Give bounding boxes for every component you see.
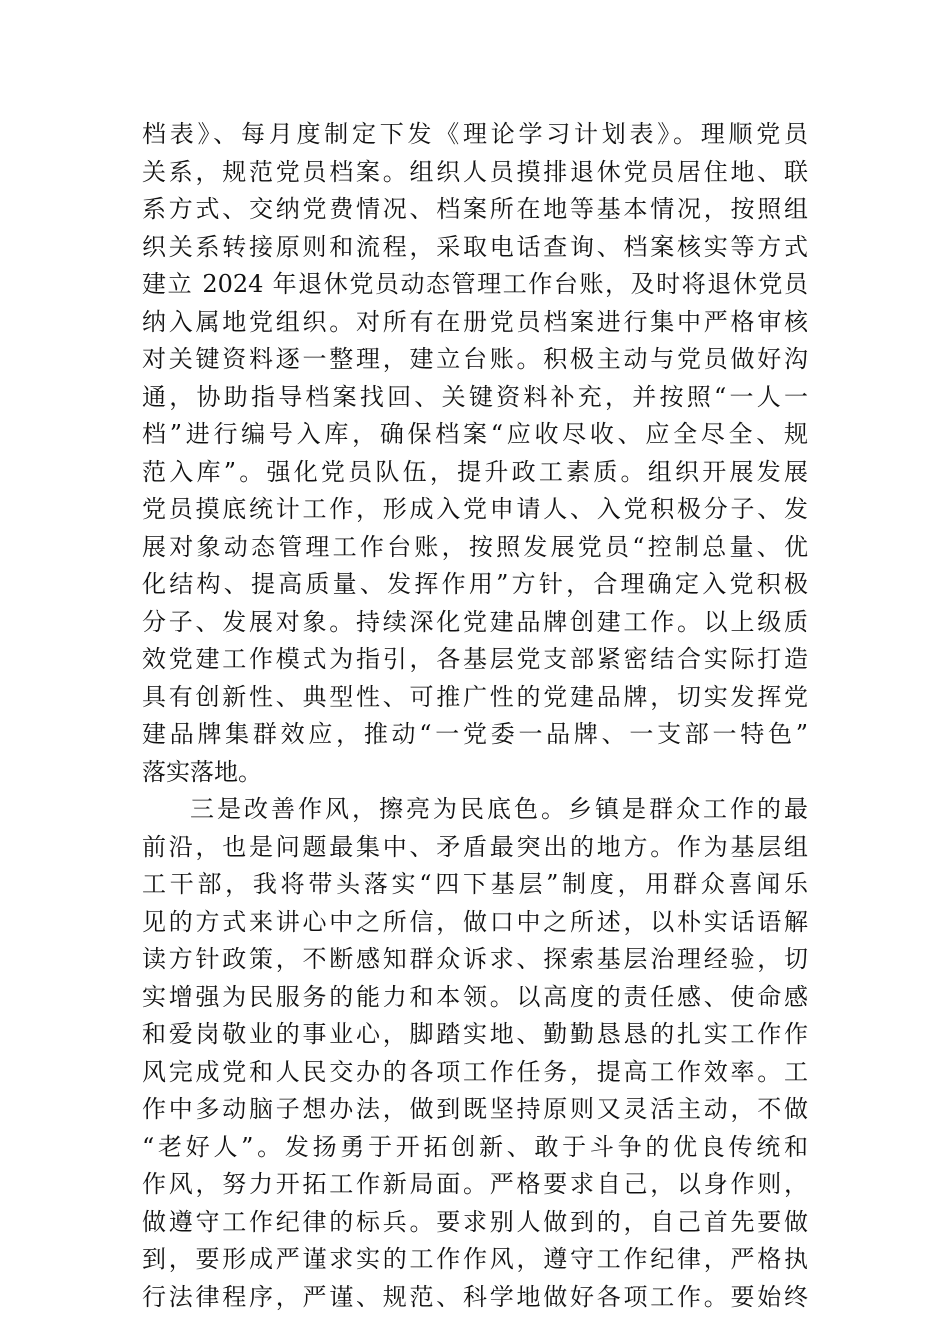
text-line: 作中多动脑子想办法，做到既坚持原则又灵活主动，不做 [142, 1095, 808, 1123]
text-line: 工干部，我将带头落实“四下基层”制度，用群众喜闻乐 [142, 870, 808, 898]
text-line: 到，要形成严谨求实的工作作风，遵守工作纪律，严格执 [142, 1245, 808, 1273]
text-line: 关系，规范党员档案。组织人员摸排退休党员居住地、联 [142, 157, 808, 186]
text-line: 通，协助指导档案找回、关键资料补充，并按照“一人一 [142, 382, 808, 411]
text-line: 前沿，也是问题最集中、矛盾最突出的地方。作为基层组 [142, 832, 808, 861]
text-line: 具有创新性、典型性、可推广性的党建品牌，切实发挥党 [142, 682, 808, 711]
text-line: 系方式、交纳党费情况、档案所在地等基本情况，按照组 [142, 195, 808, 223]
text-line: 实增强为民服务的能力和本领。以高度的责任感、使命感 [142, 982, 808, 1011]
paragraph-heading-line: 三是改善作风，擦亮为民底色。乡镇是群众工作的最 [190, 795, 808, 823]
body-text [142, 116, 808, 1316]
text-line: 效党建工作模式为指引，各基层党支部紧密结合实际打造 [142, 645, 808, 673]
text-line: 见的方式来讲心中之所信，做口中之所述，以朴实话语解 [142, 907, 808, 936]
paragraph-end-line: 落实落地。 [142, 757, 262, 786]
text-line: 范入库”。强化党员队伍，提升政工素质。组织开展发展 [142, 457, 808, 486]
text-line: 对关键资料逐一整理，建立台账。积极主动与党员做好沟 [142, 345, 808, 373]
text-line: 作风，努力开拓工作新局面。严格要求自己，以身作则， [142, 1170, 808, 1198]
text-line: 纳入属地党组织。对所有在册党员档案进行集中严格审核 [142, 307, 808, 336]
text-line: “老好人”。发扬勇于开拓创新、敢于斗争的优良传统和 [142, 1132, 808, 1161]
text-line: 建品牌集群效应，推动“一党委一品牌、一支部一特色” [142, 720, 808, 748]
text-line: 织关系转接原则和流程，采取电话查询、档案核实等方式 [142, 232, 808, 261]
text-line: 档表》、每月度制定下发《理论学习计划表》。理顺党员 [142, 120, 808, 148]
text-line: 建立 2024 年退休党员动态管理工作台账，及时将退休党员 [142, 270, 808, 298]
text-line: 读方针政策，不断感知群众诉求、探索基层治理经验，切 [142, 945, 808, 973]
text-line: 行法律程序，严谨、规范、科学地做好各项工作。要始终 [142, 1282, 808, 1311]
text-line: 展对象动态管理工作台账，按照发展党员“控制总量、优 [142, 532, 808, 561]
text-line: 档”进行编号入库，确保档案“应收尽收、应全尽全、规 [142, 420, 808, 448]
text-line: 做遵守工作纪律的标兵。要求别人做到的，自己首先要做 [142, 1207, 808, 1236]
text-line: 化结构、提高质量、发挥作用”方针，合理确定入党积极 [142, 570, 808, 598]
text-line: 分子、发展对象。持续深化党建品牌创建工作。以上级质 [142, 607, 808, 636]
text-line: 和爱岗敬业的事业心，脚踏实地、勤勤恳恳的扎实工作作 [142, 1020, 808, 1048]
text-line: 党员摸底统计工作，形成入党申请人、入党积极分子、发 [142, 495, 808, 523]
text-line: 风完成党和人民交办的各项工作任务，提高工作效率。工 [142, 1057, 808, 1086]
